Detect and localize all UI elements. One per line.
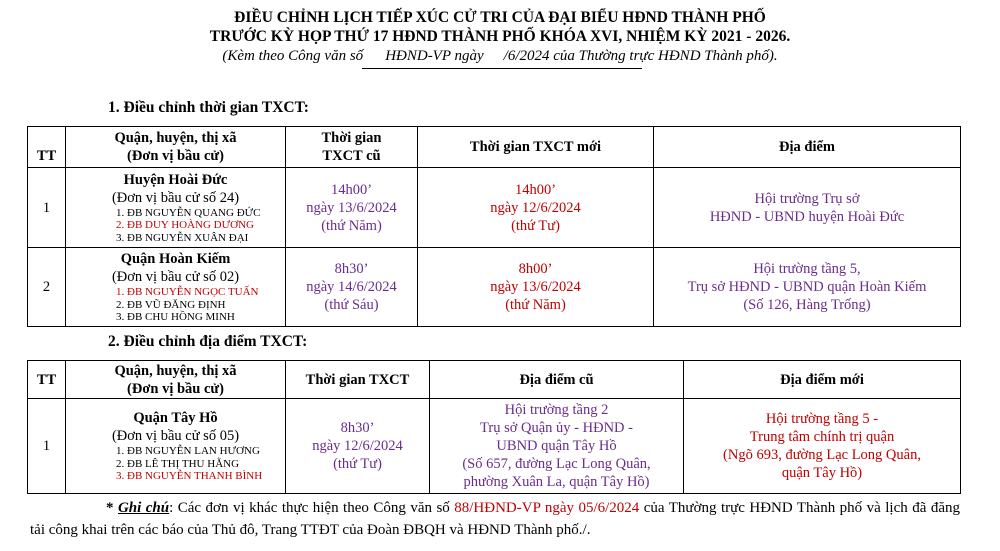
col-old-place: Địa điểm cũ bbox=[430, 361, 684, 399]
new-place-cell bbox=[684, 399, 961, 494]
new-place-line: quận Tây Hồ) bbox=[781, 465, 863, 481]
old-time-cell bbox=[286, 248, 418, 327]
unit-name: Huyện Hoài Đức bbox=[123, 171, 228, 188]
doc-title-line1: ĐIỀU CHỈNH LỊCH TIẾP XÚC CỬ TRI CỦA ĐẠI BIỂU HĐND THÀNH PHỐ bbox=[234, 9, 766, 26]
col-unit-line2: (Đơn vị bầu cử) bbox=[127, 148, 224, 164]
new-place-line: Hội trường tầng 5 - bbox=[765, 411, 879, 427]
new-time-weekday: (thứ Tư) bbox=[511, 217, 560, 234]
old-place-line: (Số 657, đường Lạc Long Quân, bbox=[462, 456, 651, 472]
col-time: Thời gian TXCT bbox=[286, 361, 430, 399]
table1-header-row bbox=[28, 127, 961, 168]
row-tt: 1 bbox=[28, 168, 66, 248]
delegate-list bbox=[66, 207, 285, 245]
place-cell bbox=[654, 248, 961, 327]
new-time-cell bbox=[418, 248, 654, 327]
doc-title-line2: TRƯỚC KỲ HỌP THỨ 17 HĐND THÀNH PHỐ KHÓA XVI, NHIỆM KỲ 2021 - 2026. bbox=[209, 28, 791, 45]
row-tt: 1 bbox=[28, 399, 66, 494]
district-name: (Đơn vị bầu cử số 02) bbox=[111, 269, 240, 286]
col-tt: TT bbox=[28, 127, 66, 168]
col-unit-line1: Quận, huyện, thị xã bbox=[114, 130, 237, 146]
old-place-line: phường Xuân La, quận Tây Hồ) bbox=[463, 474, 650, 490]
district-name: (Đơn vị bầu cử số 24) bbox=[111, 189, 240, 206]
col-place: Địa điểm bbox=[654, 127, 961, 168]
old-time-cell bbox=[286, 168, 418, 248]
time-weekday: (thứ Tư) bbox=[333, 456, 382, 472]
old-place-line: UBND quận Tây Hồ bbox=[496, 438, 617, 454]
new-place-line: Trung tâm chính trị quận bbox=[749, 429, 895, 445]
table-row bbox=[28, 168, 961, 248]
old-time-hour: 14h00’ bbox=[330, 181, 373, 198]
col-tt: TT bbox=[28, 361, 66, 399]
section1-title: 1. Điều chỉnh thời gian TXCT: bbox=[108, 99, 309, 116]
delegate-item: 3. ĐB NGUYỄN XUÂN ĐẠI bbox=[116, 231, 249, 244]
row-tt: 2 bbox=[28, 248, 66, 327]
subtitle-part-a: (Kèm theo Công văn số bbox=[222, 48, 364, 64]
subtitle-underline bbox=[362, 68, 642, 69]
col-unit-line1: Quận, huyện, thị xã bbox=[114, 362, 237, 379]
table2-header-row bbox=[28, 361, 961, 399]
unit-cell bbox=[66, 168, 286, 248]
new-place-line: (Ngõ 693, đường Lạc Long Quân, bbox=[723, 447, 921, 463]
delegate-list bbox=[66, 445, 285, 483]
old-time-date: ngày 13/6/2024 bbox=[306, 199, 397, 216]
unit-cell bbox=[66, 248, 286, 327]
place-line: Hội trường tầng 5, bbox=[753, 261, 861, 277]
table-row bbox=[28, 248, 961, 327]
doc-subtitle bbox=[0, 47, 1000, 66]
old-place-line: Hội trường tầng 2 bbox=[504, 402, 609, 418]
time-adjust-table bbox=[27, 126, 961, 327]
place-line: Hội trường Trụ sở bbox=[754, 190, 860, 207]
delegate-item: 3. ĐB CHU HỒNG MINH bbox=[116, 311, 235, 324]
col-new-place: Địa điểm mới bbox=[684, 361, 961, 399]
old-time-weekday: (thứ Sáu) bbox=[324, 297, 379, 313]
delegate-item: 3. ĐB NGUYỄN THANH BÌNH bbox=[116, 470, 263, 483]
old-place-cell bbox=[430, 399, 684, 494]
time-hour: 8h30’ bbox=[340, 420, 375, 436]
delegate-item: 2. ĐB LÊ THỊ THU HẰNG bbox=[116, 457, 240, 470]
delegate-item: 1. ĐB NGUYỄN QUANG ĐỨC bbox=[116, 206, 261, 219]
place-line: Trụ sở HĐND - UBND quận Hoàn Kiếm bbox=[687, 279, 927, 295]
delegate-item: 2. ĐB DUY HOÀNG DƯƠNG bbox=[116, 219, 254, 232]
col-unit-line2: (Đơn vị bầu cử) bbox=[127, 380, 224, 397]
section2-title: 2. Điều chỉnh địa điểm TXCT: bbox=[108, 333, 308, 350]
footnote: * Ghi chú: Các đơn vị khác thực hiện theo Công văn số 88/HĐND-VP ngày 05/6/2024 của Thường trực HĐND Thành phố và lịch đã đăng tải công khai trên các báo của Thủ đô, Trang TTĐT của Đoàn ĐBQH và HĐND Thành phố./. bbox=[30, 500, 961, 538]
new-time-date: ngày 13/6/2024 bbox=[490, 279, 581, 295]
delegate-item: 1. ĐB NGUYỄN LAN HƯƠNG bbox=[116, 445, 260, 458]
new-time-weekday: (thứ Năm) bbox=[505, 297, 566, 313]
note-text-a: : Các đơn vị khác thực hiện theo Công văn số bbox=[169, 500, 455, 516]
col-old-time bbox=[286, 127, 418, 168]
place-cell bbox=[654, 168, 961, 248]
old-time-hour: 8h30’ bbox=[334, 261, 369, 277]
district-name: (Đơn vị bầu cử số 05) bbox=[111, 428, 240, 445]
subtitle-part-c: /6/2024 của Thường trực HĐND Thành phố). bbox=[503, 48, 778, 64]
subtitle-part-b: HĐND-VP ngày bbox=[385, 48, 484, 64]
col-old-time-line2: TXCT cũ bbox=[322, 148, 381, 164]
time-cell bbox=[286, 399, 430, 494]
place-adjust-table bbox=[27, 360, 961, 494]
new-time-hour: 14h00’ bbox=[514, 181, 557, 198]
delegate-item: 1. ĐB NGUYỄN NGỌC TUẤN bbox=[116, 286, 259, 299]
new-time-hour: 8h00’ bbox=[518, 261, 553, 277]
place-line: HĐND - UBND huyện Hoài Đức bbox=[709, 208, 905, 225]
unit-name: Quận Tây Hồ bbox=[133, 410, 218, 427]
old-place-line: Trụ sở Quận ủy - HĐND - bbox=[480, 420, 633, 436]
note-label: Ghi chú bbox=[117, 500, 170, 516]
old-time-weekday: (thứ Năm) bbox=[321, 217, 382, 234]
note-ref: 88/HĐND-VP ngày 05/6/2024 bbox=[454, 500, 640, 516]
old-time-date: ngày 14/6/2024 bbox=[306, 279, 397, 295]
note-text-b: của Thường trực HĐND Thành phố và lịch đã đăng tải công khai trên các báo của Thủ đô, Trang TTĐT của Đoàn ĐBQH và HĐND Thành phố./. bbox=[30, 500, 961, 538]
delegate-item: 2. ĐB VŨ ĐĂNG ĐỊNH bbox=[116, 298, 226, 311]
new-time-cell bbox=[418, 168, 654, 248]
unit-name: Quận Hoàn Kiếm bbox=[120, 251, 231, 268]
col-unit bbox=[66, 361, 286, 399]
table-row bbox=[28, 399, 961, 494]
col-old-time-line1: Thời gian bbox=[321, 130, 382, 146]
time-date: ngày 12/6/2024 bbox=[312, 438, 403, 454]
col-new-time: Thời gian TXCT mới bbox=[418, 127, 654, 168]
place-line: (Số 126, Hàng Trống) bbox=[743, 297, 871, 313]
unit-cell bbox=[66, 399, 286, 494]
delegate-list bbox=[66, 286, 285, 324]
col-unit bbox=[66, 127, 286, 168]
new-time-date: ngày 12/6/2024 bbox=[490, 199, 581, 216]
